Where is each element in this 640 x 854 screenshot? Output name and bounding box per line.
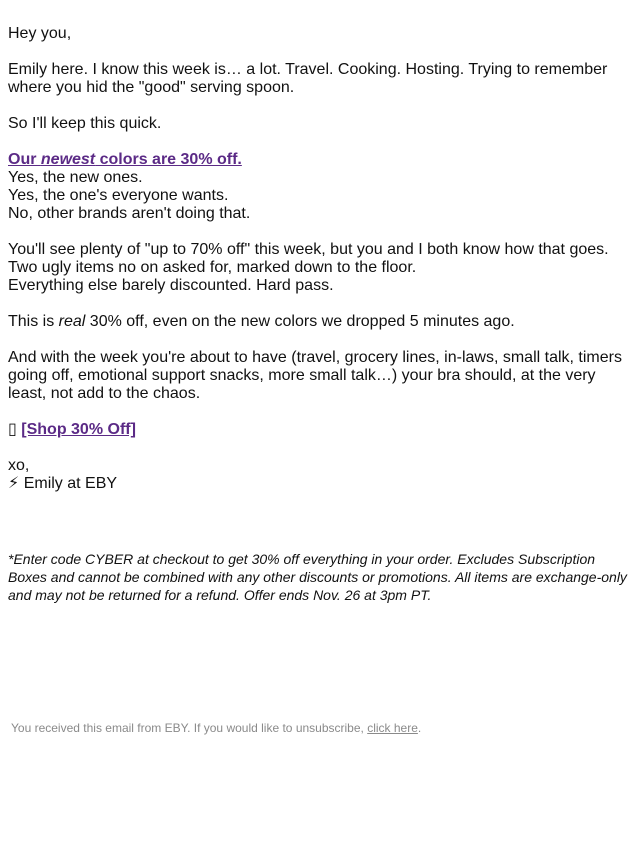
offer-link-part1: Our [8,151,41,168]
signature-text: Emily at EBY [23,475,118,492]
offer-paragraph [8,151,628,223]
compare-line: You'll see plenty of "up to 70% off" this week, but you and I both know how that goes. [8,241,609,258]
offer-link-emphasis: newest [40,151,96,168]
real-emphasis: real [58,313,86,330]
real-prefix: This is [8,313,59,330]
email-body [8,25,628,511]
signature [8,475,628,493]
shop-icon: ▯ [8,421,17,438]
offer-link-part2: colors are 30% off. [95,151,242,168]
newest-colors-link[interactable] [8,151,628,169]
offer-line: Yes, the new ones. [8,169,143,186]
compare-paragraph [8,241,628,295]
offer-line: No, other brands aren't doing that. [8,205,251,222]
lightning-icon: ⚡ [8,475,20,492]
shop-30-off-link[interactable]: [Shop 30% Off] [21,421,136,438]
signoff-block [8,457,628,493]
intro-paragraph: Emily here. I know this week is… a lot. Travel. Cooking. Hosting. Trying to remember where you hid the "good" serving spoon. [8,61,608,96]
week-paragraph: And with the week you're about to have (travel, grocery lines, in-laws, small talk, timers going off, emotional support snacks, more small talk…) your bra should, at the very least, not add to the chaos. [8,349,622,402]
greeting: Hey you, [8,25,72,42]
compare-line: Everything else barely discounted. Hard pass. [8,277,334,294]
footer [11,721,421,735]
footer-end: . [417,721,422,735]
cta-paragraph [8,421,628,439]
footer-text: You received this email from EBY. If you would like to unsubscribe, [11,721,368,735]
offer-line: Yes, the one's everyone wants. [8,187,229,204]
real-suffix: 30% off, even on the new colors we dropped 5 minutes ago. [85,313,515,330]
unsubscribe-link[interactable]: click here [367,721,418,735]
signoff: xo, [8,457,30,474]
compare-line: Two ugly items no on asked for, marked down to the floor. [8,259,417,276]
real-paragraph [8,313,628,331]
fine-print: *Enter code CYBER at checkout to get 30% off everything in your order. Excludes Subscription Boxes and cannot be combined with any other discounts or promotions. All items are exchange-only and may not be returned for a refund. Offer ends Nov. 26 at 3pm PT. [8,551,627,603]
quick-paragraph: So I'll keep this quick. [8,115,162,132]
